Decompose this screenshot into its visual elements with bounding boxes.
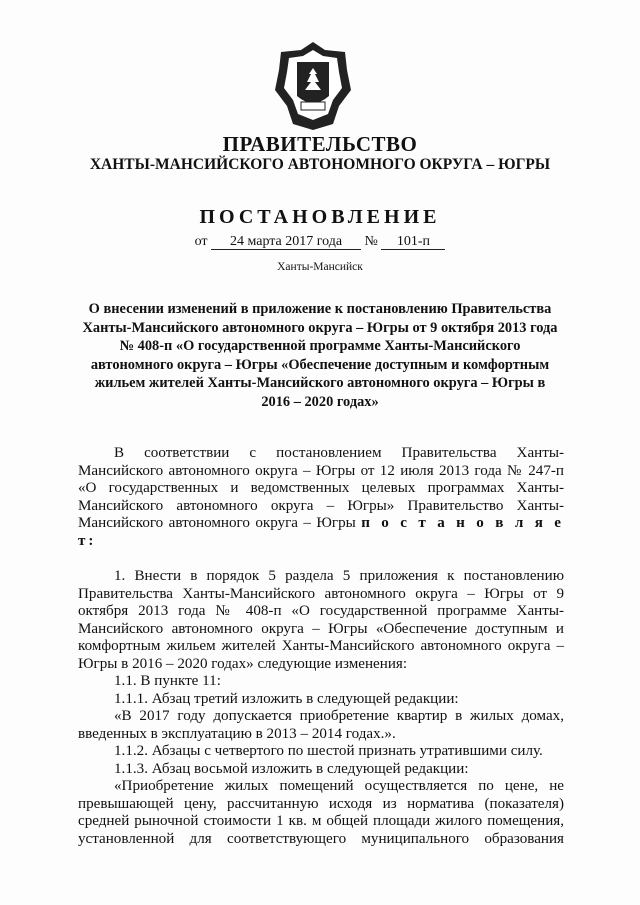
- item-1: 1. Внести в порядок 5 раздела 5 приложения к постановлению Правительства Ханты-Мансийского автономного округа – Югры от 9 октября 2013 года № 408-п «О государственной программе Ханты-Мансийского автономного округа – Югры «Обеспечение доступным и комфортным жильем жителей Ханты-Мансийского автономного округа – Югры в 2016 – 2020 годах» следующие изменения:: [78, 568, 564, 672]
- document-body: [78, 445, 564, 848]
- city-name: Ханты-Мансийск: [277, 261, 363, 273]
- quote-1: «В 2017 году допускается приобретение квартир в жилых домах, введенных в эксплуатацию в 2013 – 2014 годах.».: [78, 708, 564, 742]
- document-number: 101-п: [381, 234, 445, 250]
- item-1-1-2: 1.1.2. Абзацы с четвертого по шестой признать утратившими силу.: [114, 743, 543, 759]
- quote-2: «Приобретение жилых помещений осуществляется по цене, не превышающей цену, рассчитанную исходя из норматива (показателя) средней рыночной стоимости 1 кв. м общей площади жилого помещения, установленной для соответствующего муниципального образования: [78, 778, 564, 847]
- preamble-text: В соответствии с постановлением Правительства Ханты-Мансийского автономного округа – Югры от 12 июля 2013 года № 247-п «О государственных и ведомственных целевых программах Ханты-Мансийского автономного округа – Югры» Правительство Ханты-Мансийского автономного округа – Югры: [78, 445, 564, 531]
- government-title: ПРАВИТЕЛЬСТВО: [222, 132, 418, 156]
- decree-word: п о с т а н о в л я е т:: [78, 515, 564, 549]
- preamble-paragraph: [78, 445, 564, 550]
- document-title: О внесении изменений в приложение к постановлению Правительства Ханты-Мансийского автономного округа – Югры от 9 октября 2013 года № 408-п «О государственной программе Ханты-Мансийского автономного округа – Югры «Обеспечение доступным и комфортным жильем жителей Ханты-Мансийского автономного округа – Югры в 2016 – 2020 годах»: [82, 301, 558, 410]
- item-1-1-3: 1.1.3. Абзац восьмой изложить в следующей редакции:: [114, 760, 469, 777]
- item-1-1: 1.1. В пункте 11:: [114, 673, 221, 689]
- item-1-1-1: 1.1.1. Абзац третий изложить в следующей редакции:: [114, 690, 459, 707]
- document-type: ПОСТАНОВЛЕНИЕ: [199, 206, 441, 228]
- date-prefix: от: [194, 234, 208, 249]
- number-prefix: №: [364, 234, 378, 249]
- date-line: [0, 234, 640, 250]
- government-region: ХАНТЫ-МАНСИЙСКОГО АВТОНОМНОГО ОКРУГА – ЮГРЫ: [89, 156, 551, 173]
- coat-of-arms-icon: [271, 40, 355, 132]
- document-date: 24 марта 2017 года: [211, 234, 361, 250]
